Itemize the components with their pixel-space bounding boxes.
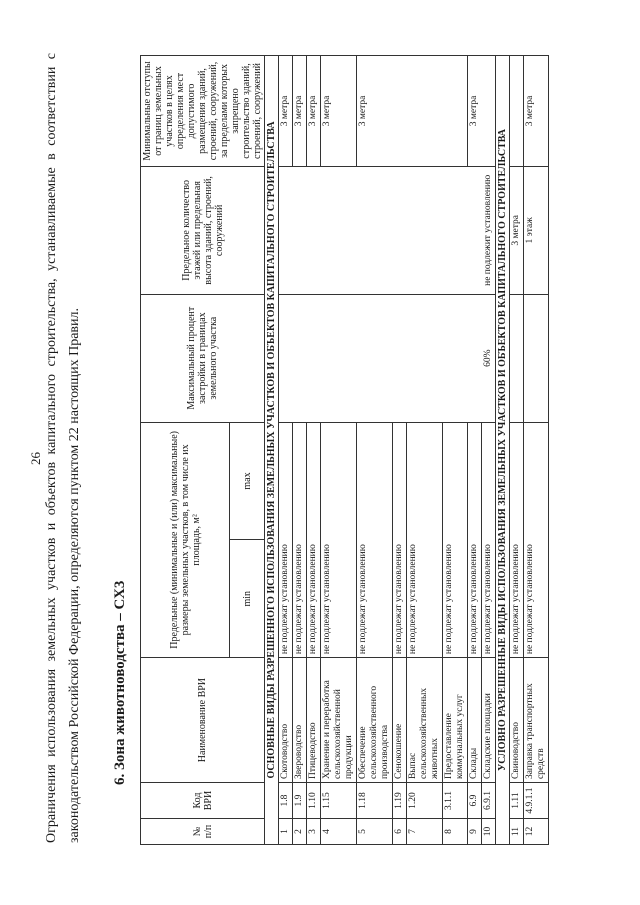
row-size: не подлежат установлению (307, 422, 321, 658)
row-name: Обеспечение сельскохозяйственного производства (357, 658, 393, 783)
row-code: 1.20 (407, 783, 443, 819)
row-setback (510, 56, 524, 167)
row-size: не подлежат установлению (407, 422, 443, 658)
zone-title: 6. Зона животноводства – СХ3 (112, 580, 128, 785)
section-row-conditional (496, 56, 510, 845)
row-name: Предоставление коммунальных услуг (443, 658, 468, 783)
row-floors: 1 этаж (524, 166, 549, 294)
row-name: Свиноводство (510, 658, 524, 783)
row-code: 1.11 (510, 783, 524, 819)
row-num: 8 (443, 819, 468, 845)
row-code: 6.9 (468, 783, 482, 819)
row-name: Хранение и переработка сельскохозяйственной продукции (321, 658, 357, 783)
row-size: не подлежат установлению (443, 422, 468, 658)
row-setback: 3 метра (307, 56, 321, 167)
row-num: 10 (482, 819, 496, 845)
row-num: 11 (510, 819, 524, 845)
row-name: Складские площадки (482, 658, 496, 783)
row-percent (524, 294, 549, 422)
row-code: 6.9.1 (482, 783, 496, 819)
row-num: 1 (279, 819, 293, 845)
row-num: 9 (468, 819, 482, 845)
header-setback: Минимальные отступы от границ земельных участков в целях определения мест допустимого размещения зданий, строений, сооружений, за пределами которых запрещено строительство зданий, строений, сооружений (141, 56, 265, 167)
row-setback: 3 метра (293, 56, 307, 167)
row-size: не подлежат установлению (393, 422, 407, 658)
row-code: 1.10 (307, 783, 321, 819)
row-num: 4 (321, 819, 357, 845)
row-code: 3.1.1 (443, 783, 468, 819)
row-size: не подлежат установлению (321, 422, 357, 658)
row-code: 1.8 (279, 783, 293, 819)
row-name: Сенокошение (393, 658, 407, 783)
row-size: не подлежат установлению (279, 422, 293, 658)
row-size: не подлежат установлению (468, 422, 482, 658)
row-setback: 3 метра (468, 56, 496, 167)
row-name: Звероводство (293, 658, 307, 783)
row-size: не подлежат установлению (524, 422, 549, 658)
main-percent: 60% (279, 294, 496, 422)
row-code: 1.18 (357, 783, 393, 819)
row-code: 1.15 (321, 783, 357, 819)
section-row-main (265, 56, 279, 845)
main-floors: не подлежит установлению (279, 166, 496, 294)
row-size: не подлежат установлению (357, 422, 393, 658)
header-name: Наименование ВРИ (141, 658, 265, 783)
row-code: 1.19 (393, 783, 407, 819)
table-row (510, 56, 524, 845)
row-num: 3 (307, 819, 321, 845)
header-code: Код ВРИ (141, 783, 265, 819)
row-size: не подлежат установлению (482, 422, 496, 658)
row-name: Скотоводство (279, 658, 293, 783)
section-cond-title: УСЛОВНО РАЗРЕШЕННЫЕ ВИДЫ ИСПОЛЬЗОВАНИЯ ЗЕМЕЛЬНЫХ УЧАСТКОВ И ОБЪЕКТОВ КАПИТАЛЬНОГО СТРОИТЕЛЬСТВА (496, 56, 510, 845)
row-name: Выпас сельскохозяйственных животных (407, 658, 443, 783)
row-code: 4.9.1.1 (524, 783, 549, 819)
row-num: 2 (293, 819, 307, 845)
header-num: № п/п (141, 819, 265, 845)
row-setback: 3 метра (279, 56, 293, 167)
row-num: 12 (524, 819, 549, 845)
row-code: 1.9 (293, 783, 307, 819)
table-row (279, 56, 293, 845)
header-percent: Максимальный процент застройки в границах земельного участка (141, 294, 265, 422)
row-size: не подлежат установлению (510, 422, 524, 658)
row-setback: 3 метра (321, 56, 357, 167)
row-size: не подлежат установлению (293, 422, 307, 658)
row-name: Заправка транспортных средств (524, 658, 549, 783)
row-setback: 3 метра (357, 56, 468, 167)
row-name: Склады (468, 658, 482, 783)
row-floors: 3 метра (510, 166, 524, 294)
row-name: Птицеводство (307, 658, 321, 783)
row-percent (510, 294, 524, 422)
page-number: 26 (28, 452, 43, 465)
section-main-title: ОСНОВНЫЕ ВИДЫ РАЗРЕШЕННОГО ИСПОЛЬЗОВАНИЯ ЗЕМЕЛЬНЫХ УЧАСТКОВ И ОБЪЕКТОВ КАПИТАЛЬНОГО СТРОИТЕЛЬСТВА (265, 56, 279, 845)
table-header-row (141, 56, 230, 845)
row-num: 6 (393, 819, 407, 845)
header-min: min (230, 540, 265, 658)
row-num: 5 (357, 819, 393, 845)
header-max: max (230, 422, 265, 540)
row-num: 7 (407, 819, 443, 845)
regulations-table (140, 55, 549, 845)
header-size-group: Предельные (минимальные и (или) максимальные) размеры земельных участков, в том числе их площадь, м² (141, 422, 230, 658)
header-floors: Предельное количество этажей или предельная высота зданий, строений, сооружений (141, 166, 265, 294)
intro-paragraph: Ограничения использования земельных участков и объектов капитального строительства, устанавливаемые в соответствии с законодательством Российской Федерации, определяются пунктом 22 настоящих Правил. (44, 53, 82, 843)
row-setback: 3 метра (524, 56, 549, 167)
table-row (524, 56, 549, 845)
